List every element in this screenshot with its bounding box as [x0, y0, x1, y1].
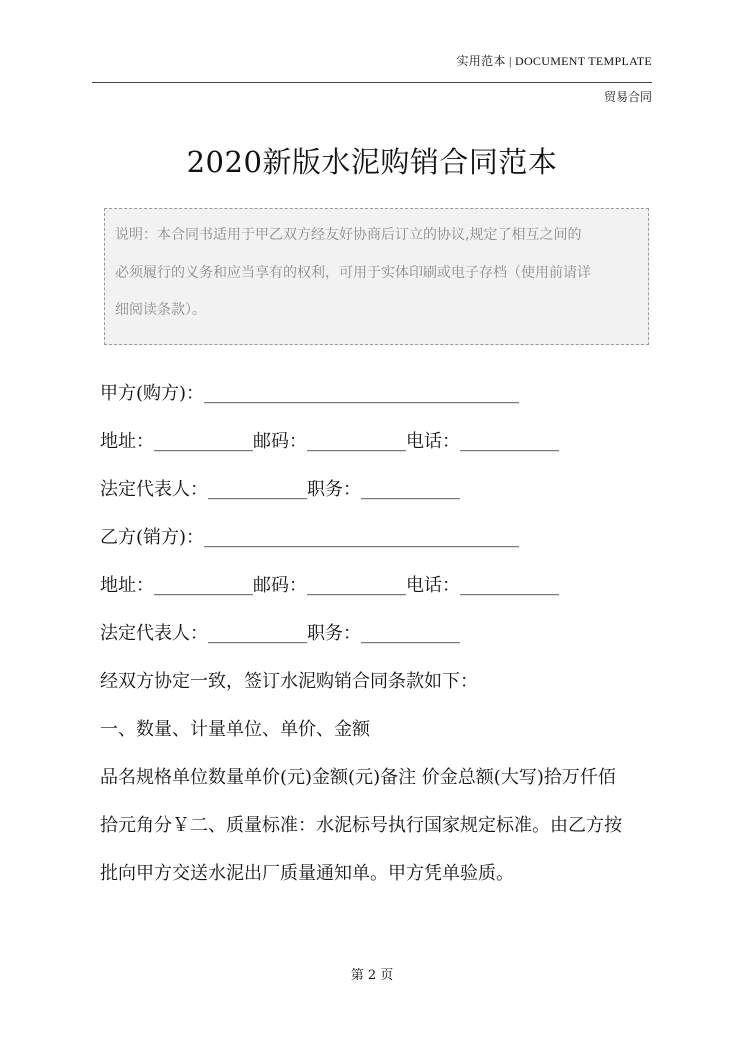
- header-brand: 实用范本 | DOCUMENT TEMPLATE: [456, 54, 652, 68]
- note-line: 必须履行的义务和应当享有的权利，可用于实体印刷或电子存档（使用前请详: [115, 264, 591, 281]
- party-b-representative-line: 法定代表人：___________职务：___________: [100, 623, 460, 644]
- party-a-address-line: 地址：___________邮码：___________电话：___________: [100, 431, 559, 452]
- section-one-heading: 一、数量、计量单位、单价、金额: [100, 719, 370, 740]
- note-line: 细阅读条款）。: [115, 302, 206, 318]
- page-number: 第 2 页: [350, 968, 394, 983]
- body-paragraph-line: 批向甲方交送水泥出厂质量通知单。甲方凭单验质。: [100, 863, 514, 884]
- party-a-name-line: 甲方(购方)：___________________________________: [100, 383, 520, 404]
- document-title: 2020新版水泥购销合同范本: [186, 145, 558, 179]
- agreement-intro-line: 经双方协定一致，签订水泥购销合同条款如下：: [100, 671, 478, 692]
- header-divider: [92, 82, 652, 83]
- body-paragraph-line: 品名规格单位数量单价(元)金额(元)备注 价金总额(大写)拾万仟佰: [100, 767, 616, 788]
- body-paragraph-line: 拾元角分￥二、质量标准：水泥标号执行国家规定标准。由乙方按: [100, 815, 622, 836]
- contract-body: [100, 374, 660, 902]
- party-a-representative-line: 法定代表人：___________职务：___________: [100, 479, 460, 500]
- note-line: 说明：本合同书适用于甲乙双方经友好协商后订立的协议,规定了相互之间的: [115, 227, 582, 243]
- party-b-name-line: 乙方(销方)：___________________________________: [100, 527, 520, 548]
- header-category: 贸易合同: [603, 90, 652, 104]
- usage-note-box: [104, 208, 649, 345]
- party-b-address-line: 地址：___________邮码：___________电话：___________: [100, 575, 559, 596]
